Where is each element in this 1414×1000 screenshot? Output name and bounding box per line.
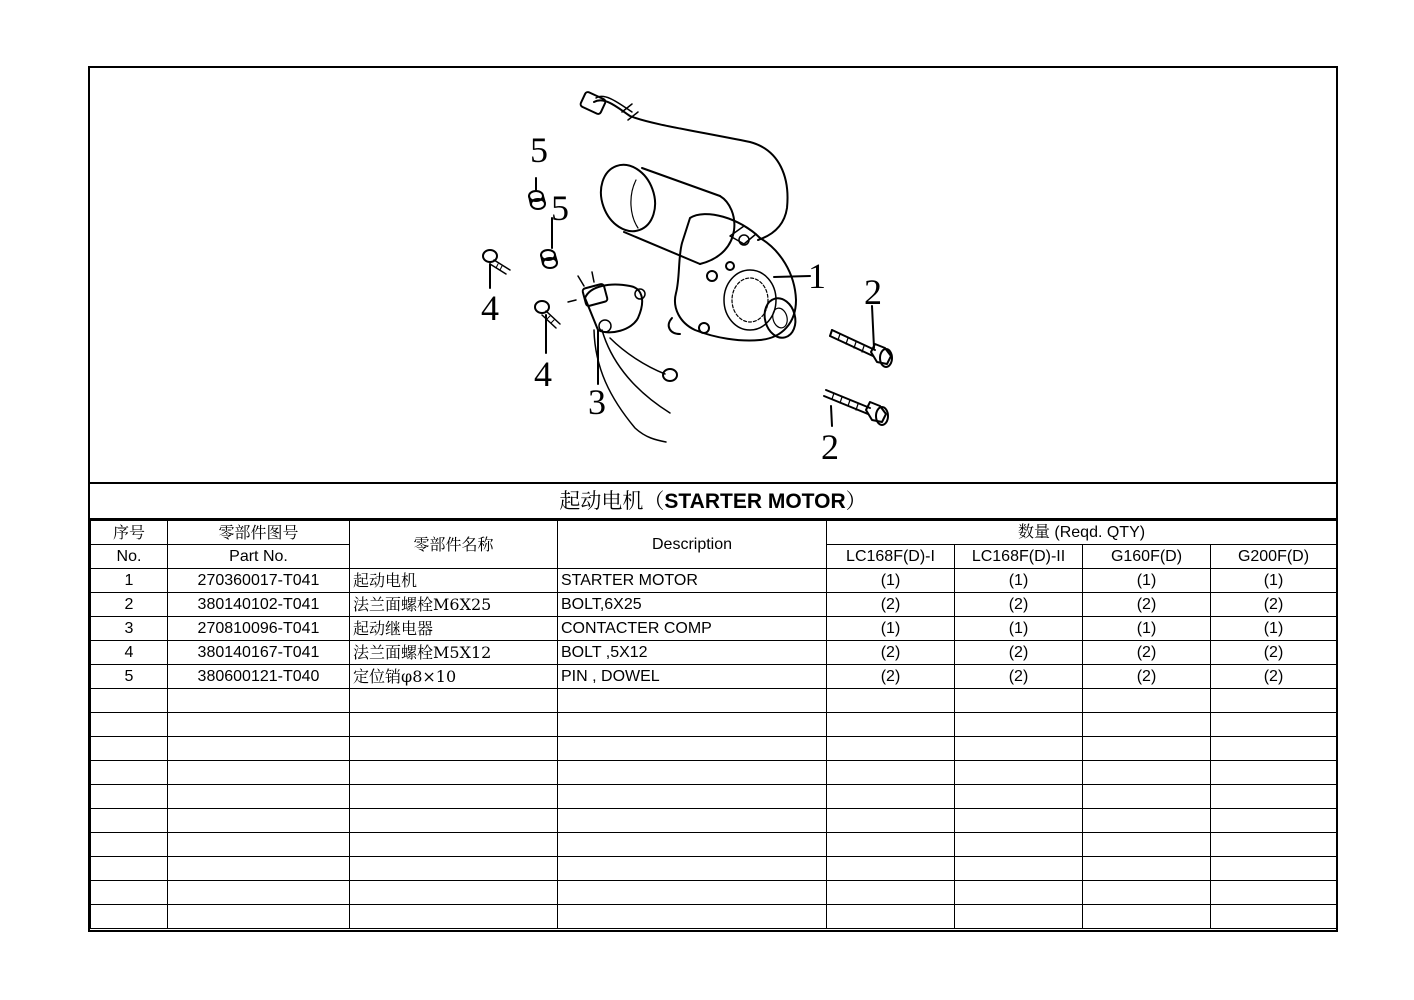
empty-table-row [91,881,1337,905]
cell-no: 4 [91,641,168,665]
empty-cell [168,905,350,929]
empty-cell [91,905,168,929]
header-qty: 数量 (Reqd. QTY) [827,521,1337,545]
callout-4-left: 4 [481,288,499,328]
empty-cell [1211,881,1337,905]
cell-part-no: 270360017-T041 [168,569,350,593]
header-name-cn: 零部件名称 [350,521,558,569]
empty-cell [168,785,350,809]
table-row [91,641,1337,665]
empty-cell [91,761,168,785]
title-en: STARTER MOTOR [664,490,846,513]
header-part-en: Part No. [168,545,350,569]
cell-name-cn: 定位销φ8×10 [350,665,558,689]
cell-qty: (2) [1211,665,1337,689]
callout-1: 1 [808,256,826,296]
empty-cell [955,785,1083,809]
empty-table-row [91,833,1337,857]
empty-table-row [91,905,1337,929]
empty-cell [168,809,350,833]
empty-cell [91,689,168,713]
callout-5-upper: 5 [530,130,548,170]
empty-cell [168,833,350,857]
page-title [90,482,1336,520]
cable-plug [580,91,607,115]
empty-cell [558,833,827,857]
callout-2-lower: 2 [821,427,839,467]
empty-cell [1211,737,1337,761]
header-no-en: No. [91,545,168,569]
header-model-3: G160F(D) [1083,545,1211,569]
dowel-pin-lower [541,250,557,268]
header-part-cn: 零部件图号 [168,521,350,545]
leader-line-1 [774,276,810,277]
bolt-6x25-lower [824,390,888,425]
empty-cell [1211,761,1337,785]
empty-cell [827,737,955,761]
title-cn: 起动电机（ [559,489,665,513]
parts-sheet-frame [88,66,1338,932]
empty-cell [955,881,1083,905]
cell-no: 1 [91,569,168,593]
empty-cell [558,881,827,905]
empty-table-row [91,713,1337,737]
header-no-cn: 序号 [91,521,168,545]
table-row [91,617,1337,641]
empty-cell [91,881,168,905]
cell-qty: (2) [1083,641,1211,665]
empty-cell [1083,737,1211,761]
parts-table [90,520,1337,929]
cell-description: STARTER MOTOR [558,569,827,593]
leader-line-2-upper [872,306,874,348]
cell-qty: (2) [955,641,1083,665]
title-close: ） [845,489,867,513]
cell-description: BOLT ,5X12 [558,641,827,665]
cell-qty: (2) [827,641,955,665]
empty-cell [955,713,1083,737]
empty-cell [1211,857,1337,881]
motor-cable [594,100,788,240]
leader-line-2-lower [831,406,832,426]
empty-cell [1211,809,1337,833]
empty-cell [827,857,955,881]
header-model-2: LC168F(D)-II [955,545,1083,569]
empty-cell [1083,857,1211,881]
empty-cell [168,689,350,713]
cell-qty: (1) [1083,569,1211,593]
empty-cell [827,761,955,785]
cell-part-no: 270810096-T041 [168,617,350,641]
exploded-view-diagram [90,68,1336,482]
cell-name-cn: 起动继电器 [350,617,558,641]
empty-table-row [91,785,1337,809]
empty-cell [955,905,1083,929]
callout-4-right: 4 [534,354,552,394]
cell-qty: (1) [1211,617,1337,641]
empty-cell [1083,761,1211,785]
empty-cell [955,857,1083,881]
cell-description: PIN , DOWEL [558,665,827,689]
bolt-5x12-right [535,301,560,328]
empty-cell [955,833,1083,857]
empty-cell [558,905,827,929]
empty-cell [558,761,827,785]
empty-cell [350,737,558,761]
empty-table-row [91,737,1337,761]
cell-qty: (2) [827,593,955,617]
cell-description: BOLT,6X25 [558,593,827,617]
empty-cell [91,785,168,809]
starter-motor [592,157,800,341]
empty-cell [827,713,955,737]
cell-part-no: 380140167-T041 [168,641,350,665]
cell-name-cn: 法兰面螺栓M5X12 [350,641,558,665]
cell-qty: (2) [827,665,955,689]
empty-cell [558,713,827,737]
empty-cell [91,737,168,761]
table-row [91,569,1337,593]
cell-qty: (1) [955,569,1083,593]
empty-cell [350,761,558,785]
empty-cell [1211,785,1337,809]
empty-cell [1211,905,1337,929]
empty-cell [558,809,827,833]
empty-cell [955,809,1083,833]
cell-qty: (1) [1211,569,1337,593]
cell-part-no: 380600121-T040 [168,665,350,689]
empty-cell [91,833,168,857]
empty-cell [558,689,827,713]
header-model-1: LC168F(D)-I [827,545,955,569]
cell-no: 3 [91,617,168,641]
cell-qty: (1) [827,617,955,641]
table-row [91,593,1337,617]
cell-no: 5 [91,665,168,689]
empty-cell [1083,905,1211,929]
cell-qty: (2) [1083,593,1211,617]
cell-qty: (2) [1211,593,1337,617]
empty-cell [91,713,168,737]
cell-no: 2 [91,593,168,617]
starter-motor-illustration [90,68,1336,482]
cell-qty: (2) [1083,665,1211,689]
header-model-4: G200F(D) [1211,545,1337,569]
empty-cell [1083,785,1211,809]
empty-cell [350,785,558,809]
callout-5-lower: 5 [551,188,569,228]
empty-cell [558,857,827,881]
empty-cell [91,809,168,833]
empty-cell [350,689,558,713]
empty-cell [955,737,1083,761]
cell-qty: (1) [827,569,955,593]
header-row-1 [91,521,1337,545]
header-description: Description [558,521,827,569]
empty-table-row [91,689,1337,713]
contactor [568,272,677,442]
empty-cell [350,713,558,737]
table-row [91,665,1337,689]
empty-cell [350,905,558,929]
cell-qty: (2) [955,665,1083,689]
empty-cell [1211,689,1337,713]
cell-qty: (2) [1211,641,1337,665]
empty-cell [350,809,558,833]
cell-qty: (1) [955,617,1083,641]
empty-cell [1211,713,1337,737]
empty-cell [350,857,558,881]
cell-qty: (1) [1083,617,1211,641]
empty-cell [168,857,350,881]
empty-cell [350,881,558,905]
cell-description: CONTACTER COMP [558,617,827,641]
cell-name-cn: 法兰面螺栓M6X25 [350,593,558,617]
empty-cell [168,761,350,785]
cell-qty: (2) [955,593,1083,617]
empty-cell [168,737,350,761]
empty-cell [1211,833,1337,857]
empty-cell [1083,833,1211,857]
empty-table-row [91,857,1337,881]
empty-cell [827,881,955,905]
empty-cell [827,905,955,929]
empty-cell [168,881,350,905]
cell-part-no: 380140102-T041 [168,593,350,617]
empty-cell [827,809,955,833]
empty-cell [955,761,1083,785]
empty-cell [91,857,168,881]
cell-name-cn: 起动电机 [350,569,558,593]
bolt-6x25-upper [830,330,892,367]
empty-cell [1083,689,1211,713]
callout-2-upper: 2 [864,272,882,312]
callout-3: 3 [588,382,606,422]
empty-cell [955,689,1083,713]
empty-cell [827,785,955,809]
empty-cell [558,785,827,809]
empty-table-row [91,761,1337,785]
empty-cell [558,737,827,761]
empty-table-row [91,809,1337,833]
parts-table-body [91,569,1337,929]
empty-cell [1083,881,1211,905]
bolt-5x12-left [483,250,510,274]
dowel-pin-upper [529,191,545,209]
empty-cell [350,833,558,857]
empty-cell [1083,713,1211,737]
empty-cell [827,833,955,857]
empty-cell [168,713,350,737]
empty-cell [827,689,955,713]
empty-cell [1083,809,1211,833]
